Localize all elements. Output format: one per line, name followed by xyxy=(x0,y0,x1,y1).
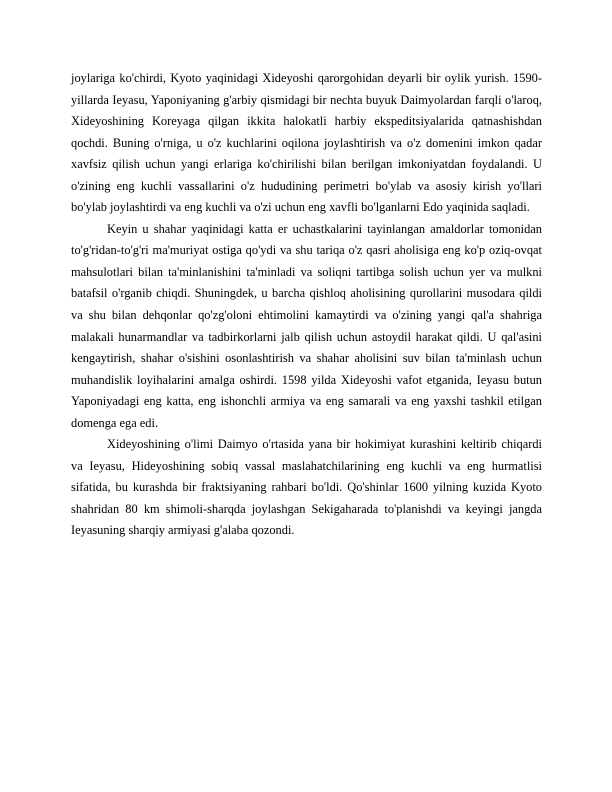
paragraph-3: Xideyoshining o'limi Daimyo o'rtasida yana bir hokimiyat kurashini keltirib chiqardi va Ieyasu, Hideyoshining sobiq vassal maslahatchilarining eng kuchli va eng hurmatlisi sifatida, bu kurashda bir fraktsiyaning rahbari bo'ldi. Qo'shinlar 1600 yilning kuzida Kyoto shahridan 80 km shimoli-sharqda joylashgan Sekigaharada to'planishdi va keyingi jangda Ieyasuning sharqiy armiyasi g'alaba qozondi. xyxy=(71,437,542,538)
paragraph-2: Keyin u shahar yaqinidagi katta er uchastkalarini tayinlangan amaldorlar tomonidan to'g'ridan-to'g'ri ma'muriyat ostiga qo'ydi va shu tariqa o'z qasri aholisiga eng ko'p oziq-ovqat mahsulotlari bilan ta'minlanishini ta'minladi va soliqni tartibga solish uchun yer va mulkni batafsil o'rganib chiqdi. Shuningdek, u barcha qishloq aholisining qurollarini musodara qildi va shu bilan dehqonlar qo'zg'oloni ehtimolini kamaytirdi va o'zining yangi qal'a shahriga malakali hunarmandlar va tadbirkorlarni jalb qilish uchun astoydil harakat qildi. U qal'asini kengaytirish, shahar o'sishini osonlashtirish va shahar aholisini suv bilan ta'minlash uchun muhandislik loyihalarini amalga oshirdi. 1598 yilda Xideyoshi vafot etganida, Ieyasu butun Yaponiyadagi eng katta, eng ishonchli armiya va eng samarali va eng yaxshi tashkil etilgan domenga ega edi. xyxy=(71,221,542,430)
paragraph-1: joylariga ko'chirdi, Kyoto yaqinidagi Xideyoshi qarorgohidan deyarli bir oylik yurish. 1590-yillarda Ieyasu, Yaponiyaning g'arbiy qismidagi bir nechta buyuk Daimyolardan farqli o'laroq, Xideyoshining Koreyaga qilgan ikkita halokatli harbiy ekspeditsiyalarida qatnashishdan qochdi. Buning o'rniga, u o'z kuchlarini oqilona joylashtirish va o'z domenini imkon qadar xavfsiz qilish uchun yangi erlariga ko'chirilishi bilan berilgan imkoniyatdan foydalandi. U o'zining eng kuchli vassallarini o'z hududining perimetri bo'ylab va asosiy kirish yo'llari bo'ylab joylashtirdi va eng kuchli va o'zi uchun eng xavfli bo'lganlarni Edo yaqinida saqladi. xyxy=(71,71,542,215)
body-text xyxy=(71,68,542,542)
